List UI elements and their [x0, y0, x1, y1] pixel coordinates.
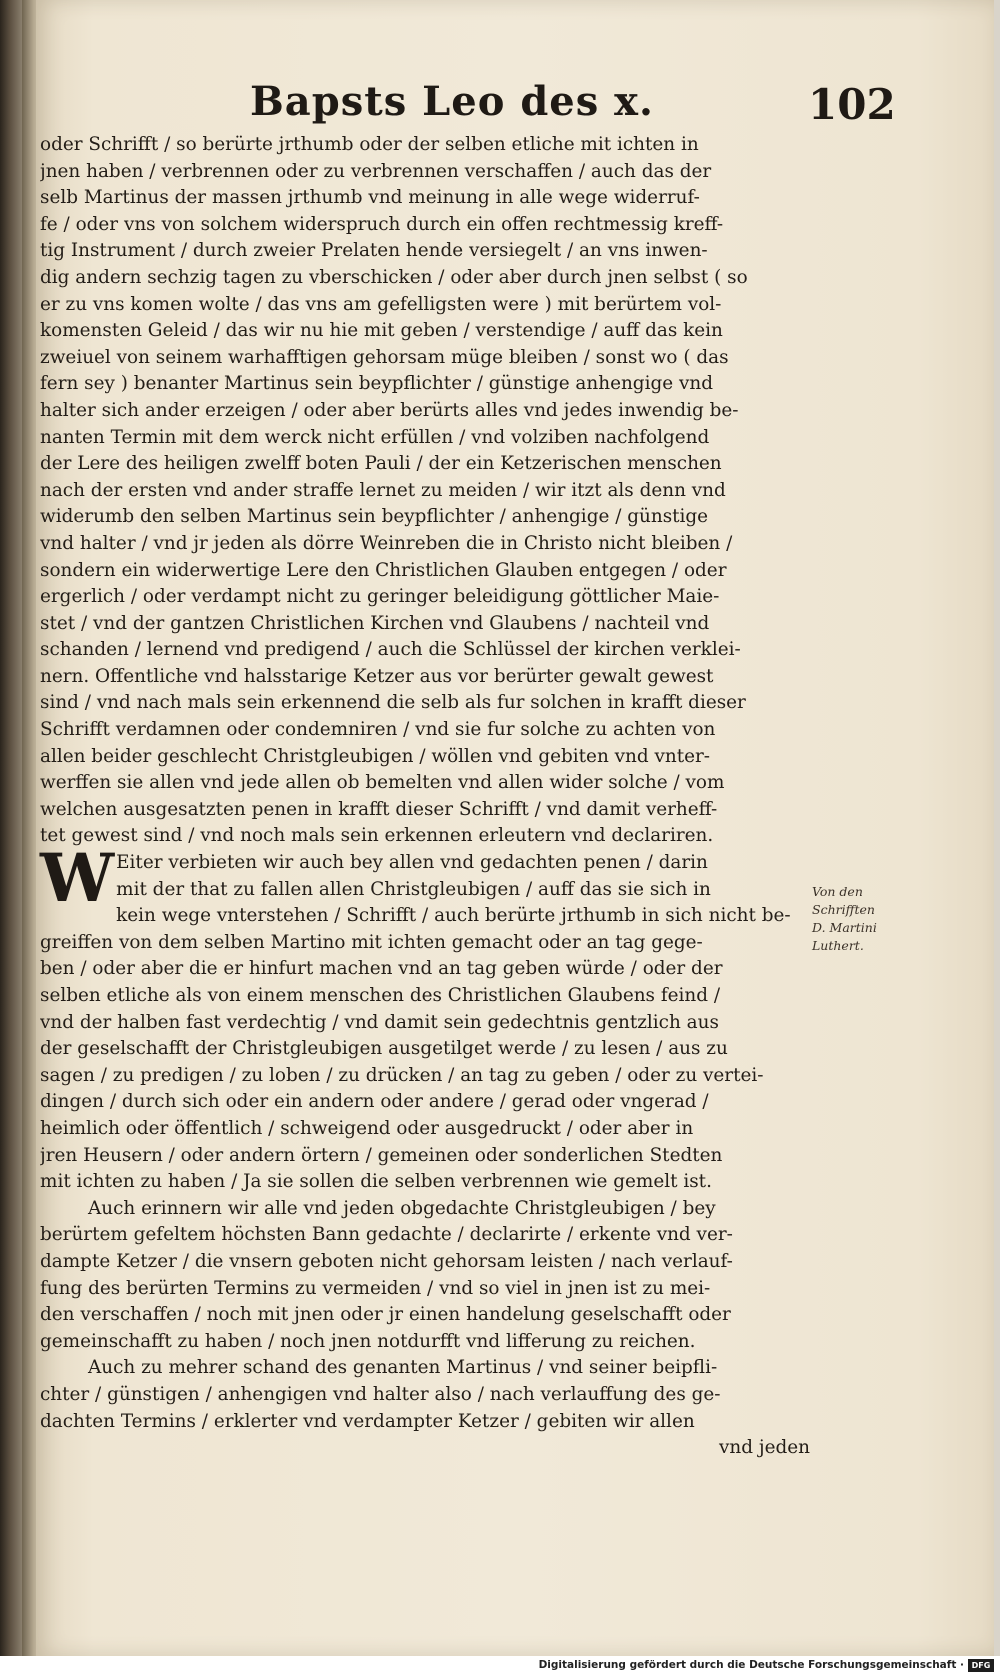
paragraph-4 [40, 1355, 810, 1435]
digitization-footer [0, 1656, 1000, 1676]
text-line: gemeinschafft zu haben / noch jnen notdurfft vnd lifferung zu reichen. [40, 1330, 696, 1352]
text-line: widerumb den selben Martinus sein beypflichter / anhengige / günstige [40, 506, 709, 528]
text-line: welchen ausgesatzten penen in krafft dieser Schrifft / vnd damit verheff- [40, 798, 718, 820]
paragraph-2 [40, 839, 810, 1196]
book-spine [0, 0, 22, 1676]
text-line: dampte Ketzer / die vnsern geboten nicht gehorsam leisten / nach verlauf- [40, 1250, 733, 1272]
running-head: Bapsts Leo des x. [250, 78, 654, 125]
text-line: dachten Termins / erklerter vnd verdampter Ketzer / gebiten wir allen [40, 1410, 695, 1432]
text-line: allen beider geschlecht Christgleubigen / wöllen vnd gebiten vnd vnter- [40, 745, 711, 767]
text-line: chter / günstigen / anhengigen vnd halter also / nach verlauffung des ge- [40, 1383, 721, 1405]
text-line: tet gewest sind / vnd noch mals sein erkennen erleutern vnd declariren. [40, 825, 714, 847]
main-text [40, 132, 810, 1462]
text-line: sind / vnd nach mals sein erkennend die selb als fur solchen in krafft dieser [40, 692, 746, 714]
text-line: kein wege vnterstehen / Schrifft / auch berürte jrthumb in sich nicht be- [116, 905, 791, 927]
text-line: der Lere des heiligen zwelff boten Pauli / der ein Ketzerischen menschen [40, 453, 722, 475]
text-line: jnen haben / verbrennen oder zu verbrennen verschaffen / auch das der [40, 160, 712, 182]
text-line: dig andern sechzig tagen zu vberschicken / oder aber durch jnen selbst ( so [40, 266, 748, 288]
text-line: berürtem gefeltem höchsten Bann gedachte / declarirte / erkente vnd ver- [40, 1224, 733, 1246]
text-line: sagen / zu predigen / zu loben / zu drücken / an tag zu geben / oder zu vertei- [40, 1064, 764, 1086]
text-line: sondern ein widerwertige Lere den Christlichen Glauben entgegen / oder [40, 559, 727, 581]
text-line: halter sich ander erzeigen / oder aber berürts alles vnd jedes inwendig be- [40, 399, 739, 421]
margin-note-line: Schrifften [812, 902, 875, 917]
paragraph-1 [40, 132, 810, 850]
text-line: Auch erinnern wir alle vnd jeden obgedachte Christgleubigen / bey [88, 1197, 716, 1219]
funding-credit: Digitalisierung gefördert durch die Deutsche Forschungsgemeinschaft · [538, 1659, 964, 1671]
text-line: vnd halter / vnd jr jeden als dörre Weinreben die in Christo nicht bleiben / [40, 532, 733, 554]
text-line: vnd der halben fast verdechtig / vnd damit sein gedechtnis gentzlich aus [40, 1011, 719, 1033]
text-line: selb Martinus der massen jrthumb vnd meinung in alle wege widerruf- [40, 187, 700, 209]
decorated-initial: W [40, 839, 115, 918]
margin-note-line: Luthert. [812, 938, 864, 953]
text-line: fern sey ) benanter Martinus sein beypflichter / günstige anhengige vnd [40, 373, 713, 395]
text-line: komensten Geleid / das wir nu hie mit geben / verstendige / auff das kein [40, 320, 723, 342]
text-line: dingen / durch sich oder ein andern oder andere / gerad oder vngerad / [40, 1091, 709, 1113]
text-line: jren Heusern / oder andern örtern / gemeinen oder sonderlichen Stedten [40, 1144, 723, 1166]
text-line: fung des berürten Termins zu vermeiden / vnd so viel in jnen ist zu mei- [40, 1277, 711, 1299]
text-line: werffen sie allen vnd jede allen ob bemelten vnd allen wider solche / vom [40, 772, 725, 794]
text-line: schanden / lernend vnd predigend / auch die Schlüssel der kirchen verklei- [40, 639, 741, 661]
text-line: greiffen von dem selben Martino mit ichten gemacht oder an tag gege- [40, 931, 703, 953]
text-line: stet / vnd der gantzen Christlichen Kirchen vnd Glaubens / nachteil vnd [40, 612, 710, 634]
text-line: nern. Offentliche vnd halsstarige Ketzer aus vor berürter gewalt gewest [40, 665, 714, 687]
text-line: Auch zu mehrer schand des genanten Martinus / vnd seiner beipfli- [88, 1357, 718, 1379]
text-line: ben / oder aber die er hinfurt machen vnd an tag geben würde / oder der [40, 958, 723, 980]
text-line: den verschaffen / noch mit jnen oder jr einen handelung geselschafft oder [40, 1304, 731, 1326]
margin-note-line: Von den [812, 884, 863, 899]
text-line: heimlich oder öffentlich / schweigend oder ausgedruckt / oder aber in [40, 1117, 694, 1139]
text-line: Schrifft verdamnen oder condemniren / vnd sie fur solche zu achten von [40, 719, 716, 741]
text-line: oder Schrifft / so berürte jrthumb oder der selben etliche mit ichten in [40, 134, 699, 155]
dfg-logo-icon: DFG [968, 1659, 994, 1672]
text-line: nanten Termin mit dem werck nicht erfüllen / vnd volziben nachfolgend [40, 426, 710, 448]
catchword: vnd jeden [719, 1437, 810, 1459]
text-line: fe / oder vns von solchem widerspruch durch ein offen rechtmessig kreff- [40, 213, 724, 235]
text-line: der geselschafft der Christgleubigen ausgetilget werde / zu lesen / aus zu [40, 1038, 728, 1060]
text-line: selben etliche als von einem menschen des Christlichen Glaubens feind / [40, 985, 721, 1006]
text-line: mit ichten zu haben / Ja sie sollen die selben verbrennen wie gemelt ist. [40, 1171, 712, 1193]
text-line: Eiter verbieten wir auch bey allen vnd gedachten penen / darin [116, 852, 708, 874]
paragraph-3 [40, 1196, 810, 1356]
text-line: er zu vns komen wolte / das vns am gefelligsten were ) mit berürtem vol- [40, 293, 722, 315]
text-line: mit der that zu fallen allen Christgleubigen / auff das sie sich in [116, 878, 711, 900]
text-line: ergerlich / oder verdampt nicht zu geringer beleidigung göttlicher Maie- [40, 586, 720, 608]
margin-note-line: D. Martini [812, 920, 877, 935]
text-line: zweiuel von seinem warhafftigen gehorsam müge bleiben / sonst wo ( das [40, 346, 729, 368]
text-line: nach der ersten vnd ander straffe lernet zu meiden / wir itzt als denn vnd [40, 479, 726, 501]
folio-number: 102 [808, 80, 896, 129]
margin-note [812, 883, 902, 955]
text-line: tig Instrument / durch zweier Prelaten hende versiegelt / an vns inwen- [40, 240, 708, 262]
